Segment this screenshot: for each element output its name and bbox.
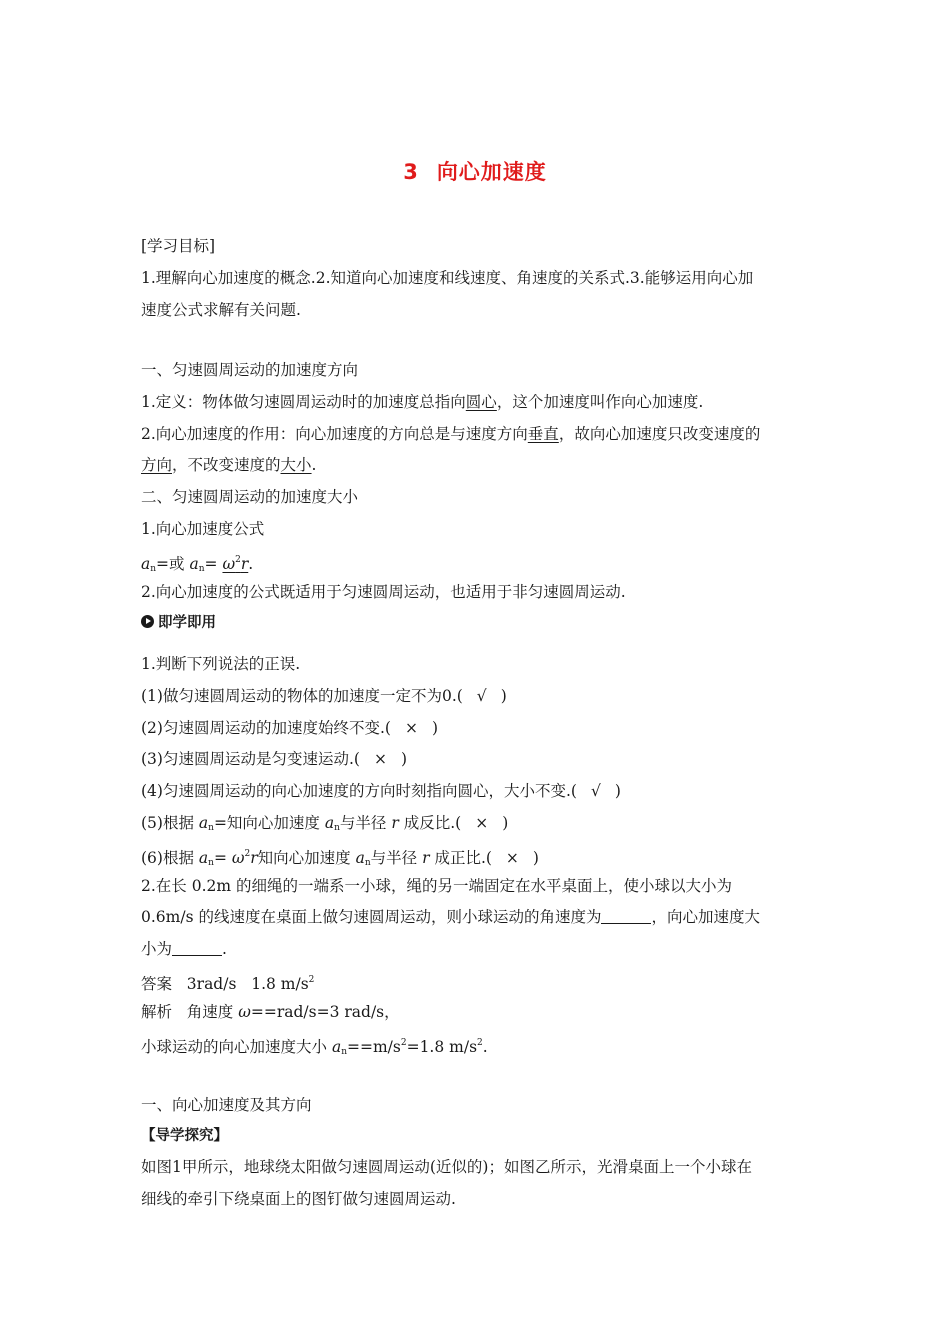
question-2-line-3: 小为 .	[141, 940, 227, 958]
guide-label: 【导学探究】	[141, 1128, 228, 1144]
cross-mark: ×	[373, 750, 387, 768]
section-heading-magnitude: 二、匀速圆周运动的加速度大小	[141, 488, 359, 506]
answer-line: 答案 3rad/s 1.8 $m/s^2$	[141, 975, 315, 993]
check-mark: √	[476, 687, 487, 705]
title-text: 向心加速度	[436, 160, 547, 184]
guide-line-2: 细线的牵引下绕桌面上的图钉做匀速圆周运动.	[141, 1190, 456, 1208]
underlined-answer: 方向	[141, 456, 173, 474]
role-line-2: 方向，不改变速度的大小.	[141, 456, 317, 474]
cross-mark: ×	[404, 719, 418, 737]
judge-item: (6)根据 $a_n= \omega^2r$知向心加速度 $a_n$与半径 r 成正比.( × )	[141, 849, 539, 868]
judge-item: (4)匀速圆周运动的向心加速度的方向时刻指向圆心，大小不变.( √ )	[141, 782, 621, 800]
question-2-line-2: 0.6m/s 的线速度在桌面上做匀速圆周运动，则小球运动的角速度为 ，向心加速度大	[141, 908, 760, 926]
judge-item: (5)根据 $a_n=$知向心加速度 $a_n$与半径 r 成反比.( × )	[141, 814, 509, 833]
judge-item: (3)匀速圆周运动是匀变速运动.( × )	[141, 750, 407, 768]
formula-line: $a_n=$或 $a_n= \omega^2r$.	[141, 555, 254, 574]
formula-note: 2.向心加速度的公式既适用于匀速圆周运动，也适用于非匀速圆周运动.	[141, 583, 626, 601]
section-heading-centripetal: 一、向心加速度及其方向	[141, 1096, 312, 1114]
cross-mark: ×	[505, 849, 519, 867]
practice-label: 即学即用	[141, 612, 821, 633]
answer-blank	[172, 941, 222, 956]
title-number: 3	[403, 160, 419, 184]
goals-line-1: 1.理解向心加速度的概念.2.知道向心加速度和线速度、角速度的关系式.3.能够运用向心加	[141, 269, 754, 287]
question-2-line-1: 2.在长 0.2m 的细绳的一端系一小球，绳的另一端固定在水平桌面上，使小球以大小为	[141, 877, 732, 895]
formula-heading: 1.向心加速度公式	[141, 520, 265, 538]
check-mark: √	[590, 782, 601, 800]
play-circle-icon	[141, 615, 154, 628]
goals-header: [学习目标]	[141, 237, 216, 255]
underlined-answer: 垂直	[527, 425, 559, 443]
cross-mark: ×	[475, 814, 489, 832]
guide-line-1: 如图1甲所示，地球绕太阳做匀速圆周运动(近似的)；如图乙所示，光滑桌面上一个小球在	[141, 1158, 752, 1176]
judge-item: (2)匀速圆周运动的加速度始终不变.( × )	[141, 719, 438, 737]
role-line: 2.向心加速度的作用：向心加速度的方向总是与速度方向垂直，故向心加速度只改变速度的	[141, 425, 761, 443]
answer-blank	[601, 909, 651, 924]
page-title	[0, 156, 950, 186]
underlined-answer: 大小	[280, 456, 312, 474]
analysis-line-2: 小球运动的向心加速度大小 $a_n==m/s^2=1.8$ $m/s^2$.	[141, 1038, 488, 1057]
section-heading-direction: 一、匀速圆周运动的加速度方向	[141, 361, 359, 379]
goals-line-2: 速度公式求解有关问题.	[141, 301, 301, 319]
judge-item: (1)做匀速圆周运动的物体的加速度一定不为0.( √ )	[141, 687, 507, 705]
analysis-line: 解析 角速度 ω==rad/s=3 rad/s，	[141, 1003, 400, 1021]
question-1: 1.判断下列说法的正误.	[141, 655, 301, 673]
definition-line: 1.定义：物体做匀速圆周运动时的加速度总指向圆心，这个加速度叫作向心加速度.	[141, 393, 704, 411]
underlined-answer: 圆心	[465, 393, 497, 411]
